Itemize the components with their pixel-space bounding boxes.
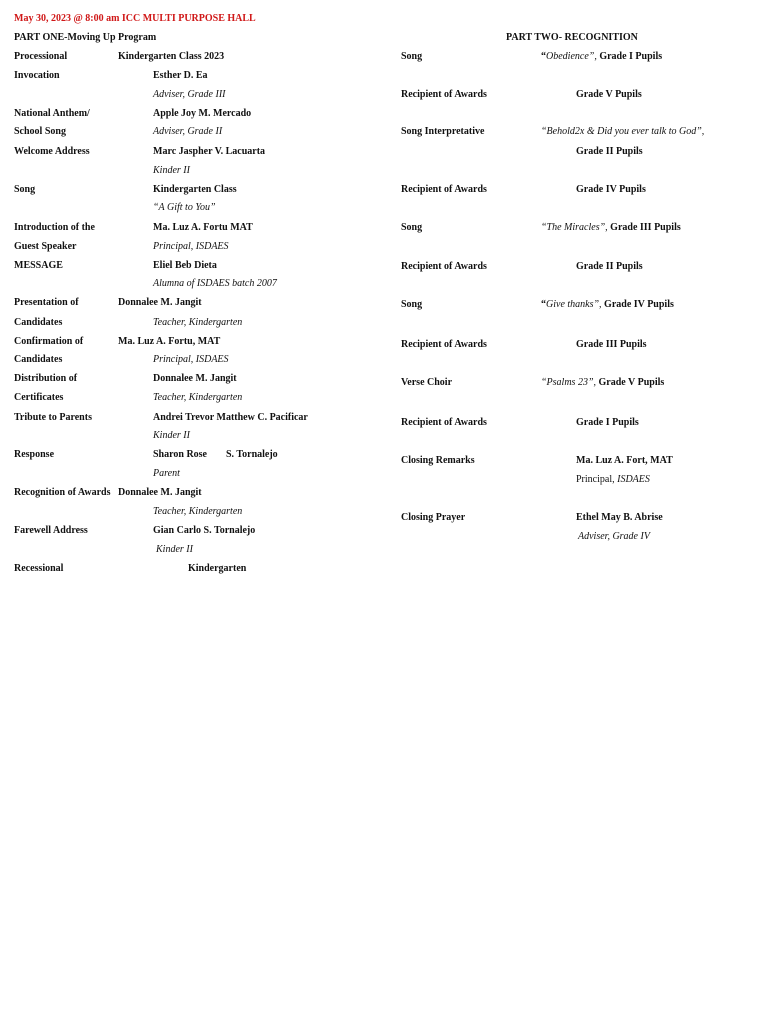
p2-piece-title: “The Miracles”, xyxy=(541,222,608,233)
p1-name: Esther D. Ea xyxy=(153,70,208,81)
p1-role: Adviser, Grade II xyxy=(153,126,223,137)
p1-role: Teacher, Kindergarten xyxy=(153,392,243,403)
p2-role: Adviser, Grade IV xyxy=(578,531,650,542)
p1-role: Kinder II xyxy=(156,544,193,555)
p1-name: Ma. Luz A. Fortu MAT xyxy=(153,222,253,233)
p2-label: Song xyxy=(401,299,423,310)
p2-performer: Grade II Pupils xyxy=(576,261,643,272)
p1-name: Sharon Rose xyxy=(153,449,207,460)
p1-label: Presentation of xyxy=(14,297,79,308)
p1-label-line2: Guest Speaker xyxy=(14,241,77,252)
p1-name: Kindergarten xyxy=(188,563,247,574)
p2-piece xyxy=(541,222,681,234)
p2-piece xyxy=(541,377,664,389)
p2-label: Closing Remarks xyxy=(401,455,475,466)
p1-name: Kindergarten Class xyxy=(153,184,237,195)
p1-label-line2: Candidates xyxy=(14,354,63,365)
p1-label-line2: School Song xyxy=(14,126,66,137)
p1-label: National Anthem/ xyxy=(14,108,90,119)
p1-name: Donnalee M. Jangit xyxy=(118,297,202,308)
p2-piece xyxy=(541,51,662,63)
p2-performer: Grade II Pupils xyxy=(576,146,643,157)
p2-performer: Grade IV Pupils xyxy=(576,184,646,195)
p1-label: MESSAGE xyxy=(14,260,63,271)
p2-label: Recipient of Awards xyxy=(401,417,487,428)
p1-role: Principal, ISDAES xyxy=(153,354,229,365)
p2-piece-title: “Psalms 23”, xyxy=(541,377,597,388)
p2-performer: Ma. Luz A. Fort, MAT xyxy=(576,455,673,466)
p1-label: Invocation xyxy=(14,70,60,81)
p1-name: Marc Jaspher V. Lacuarta xyxy=(153,146,266,157)
p1-role: Adviser, Grade III xyxy=(153,89,226,100)
p2-performer: Grade IV Pupils xyxy=(604,299,674,310)
p1-label: Tribute to Parents xyxy=(14,412,92,423)
p1-role: Parent xyxy=(153,468,180,479)
p2-label: Recipient of Awards xyxy=(401,261,487,272)
p2-piece xyxy=(541,299,674,311)
p1-label: Processional xyxy=(14,51,68,62)
part-two-title: PART TWO- RECOGNITION xyxy=(506,32,638,43)
p1-role: Principal, ISDAES xyxy=(153,241,229,252)
p1-label: Distribution of xyxy=(14,373,78,384)
p2-performer: Grade III Pupils xyxy=(610,222,681,233)
p2-open-quote: “ xyxy=(541,51,546,62)
p2-performer: Ethel May B. Abrise xyxy=(576,512,663,523)
p1-label-line2: Candidates xyxy=(14,317,63,328)
p1-role: Kinder II xyxy=(153,165,190,176)
p1-label: Confirmation of xyxy=(14,336,84,347)
p2-performer: Grade I Pupils xyxy=(599,51,663,62)
p2-label: Verse Choir xyxy=(401,377,453,388)
p2-performer: Grade I Pupils xyxy=(576,417,639,428)
p1-name: Kindergarten Class 2023 xyxy=(118,51,225,62)
p1-name: Donnalee M. Jangit xyxy=(118,487,202,498)
p2-label: Recipient of Awards xyxy=(401,339,487,350)
p1-name: Donnalee M. Jangit xyxy=(153,373,237,384)
p1-label: Introduction of the xyxy=(14,222,95,233)
p1-label: Song xyxy=(14,184,36,195)
p1-name: Andrei Trevor Matthew C. Pacificar xyxy=(153,412,308,423)
p1-role: Teacher, Kindergarten xyxy=(153,317,243,328)
p1-name: Eliel Beb Dieta xyxy=(153,260,217,271)
p2-piece-title: “Behold2x & Did you ever talk to God”, xyxy=(541,126,705,137)
p2-role xyxy=(576,474,650,486)
p2-label: Song xyxy=(401,222,423,233)
p2-label: Recipient of Awards xyxy=(401,89,487,100)
p1-name-part2: S. Tornalejo xyxy=(226,449,278,460)
p1-label: Response xyxy=(14,449,55,460)
p1-name: Apple Joy M. Mercado xyxy=(153,108,252,119)
part-one-title: PART ONE-Moving Up Program xyxy=(14,32,157,43)
p2-role-title: Principal, xyxy=(576,474,618,485)
p2-role-school: ISDAES xyxy=(617,474,650,485)
p2-label: Closing Prayer xyxy=(401,512,466,523)
p1-label: Recessional xyxy=(14,563,64,574)
event-line: May 30, 2023 @ 8:00 am ICC MULTI PURPOSE HALL xyxy=(14,13,256,24)
p2-piece-title: Obedience”, xyxy=(546,51,597,62)
p1-label: Welcome Address xyxy=(14,146,90,157)
p2-label: Song xyxy=(401,51,423,62)
p2-performer: Grade V Pupils xyxy=(598,377,665,388)
p2-performer: Grade V Pupils xyxy=(576,89,642,100)
p2-label: Song Interpretative xyxy=(401,126,485,137)
p1-name: Gian Carlo S. Tornalejo xyxy=(153,525,256,536)
p1-label: Farewell Address xyxy=(14,525,88,536)
p2-performer: Grade III Pupils xyxy=(576,339,647,350)
p1-role: Kinder II xyxy=(153,430,190,441)
p1-name: Ma. Luz A. Fortu, MAT xyxy=(118,336,221,347)
p1-role: Alumna of ISDAES batch 2007 xyxy=(153,278,277,289)
p2-label: Recipient of Awards xyxy=(401,184,487,195)
p2-piece-title: Give thanks”, xyxy=(546,299,602,310)
p1-role: Teacher, Kindergarten xyxy=(153,506,243,517)
p1-label: Recognition of Awards xyxy=(14,487,111,498)
p1-role: “A Gift to You” xyxy=(153,202,216,213)
p1-label-line2: Certificates xyxy=(14,392,64,403)
p2-open-quote: “ xyxy=(541,299,546,310)
